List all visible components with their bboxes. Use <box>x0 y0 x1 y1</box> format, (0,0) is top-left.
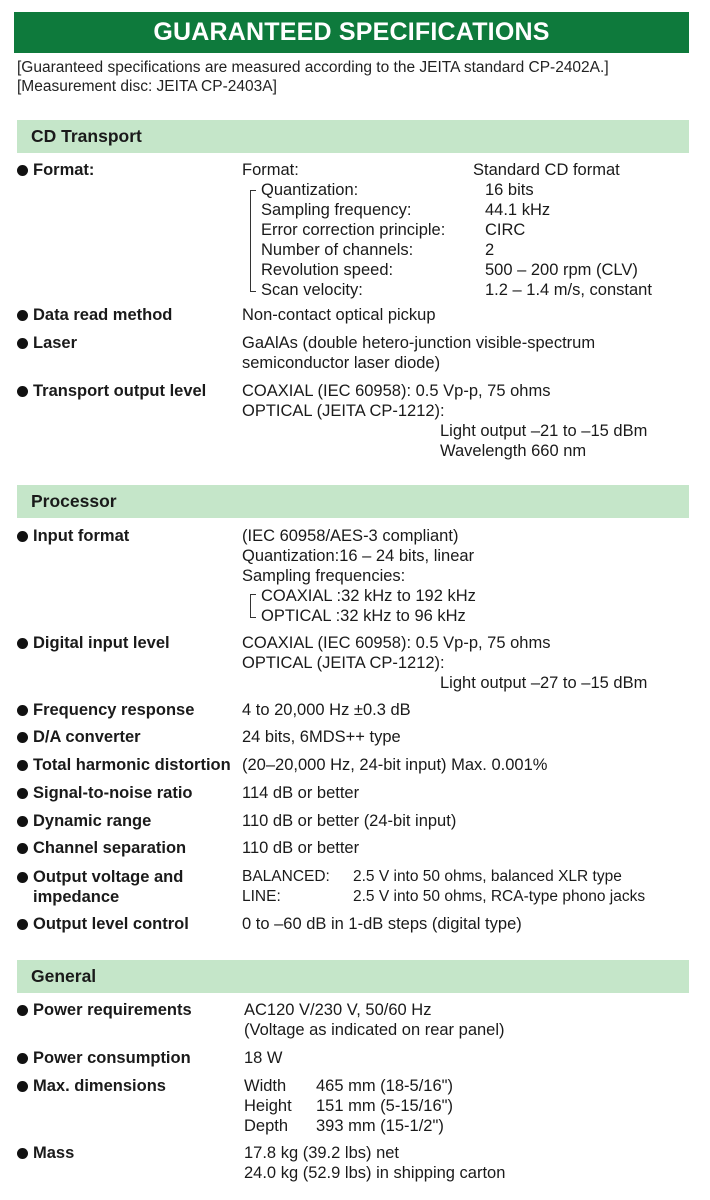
section-heading-cd-transport: CD Transport <box>17 120 689 153</box>
bullet-icon <box>17 386 28 397</box>
bullet-icon <box>17 310 28 321</box>
spec-row-power-requirements <box>17 1000 697 1042</box>
spec-value: 151 mm (5-15/16") <box>316 1097 453 1115</box>
spec-label: Mass <box>33 1144 75 1162</box>
spec-key: BALANCED: <box>242 868 330 885</box>
spec-key: Depth <box>244 1117 289 1135</box>
spec-value: 393 mm (15-1/2") <box>316 1117 444 1135</box>
spec-row-thd <box>17 755 697 777</box>
spec-row-transport-output <box>17 381 697 463</box>
bullet-icon <box>17 816 28 827</box>
spec-row-channel-separation <box>17 838 697 860</box>
spec-label: impedance <box>33 888 120 906</box>
spec-label: Max. dimensions <box>33 1077 166 1095</box>
spec-row-data-read <box>17 305 697 327</box>
spec-value: 0 to –60 dB in 1-dB steps (digital type) <box>242 915 522 933</box>
spec-key: Height <box>244 1097 292 1115</box>
spec-value: 4 to 20,000 Hz ±0.3 dB <box>242 701 411 719</box>
spec-label: Transport output level <box>33 382 207 400</box>
spec-row-dimensions <box>17 1076 697 1138</box>
bullet-icon <box>17 760 28 771</box>
spec-row-input-format <box>17 526 697 628</box>
spec-value: Light output –27 to –15 dBm <box>440 674 648 692</box>
spec-row-output-voltage <box>17 867 697 909</box>
bullet-icon <box>17 638 28 649</box>
spec-value: Standard CD format <box>473 161 620 179</box>
spec-row-digital-input-level <box>17 633 697 695</box>
spec-row-output-level-control <box>17 914 697 936</box>
spec-label: Output level control <box>33 915 189 933</box>
bullet-icon <box>17 338 28 349</box>
spec-label: Signal-to-noise ratio <box>33 784 193 802</box>
spec-value: (IEC 60958/AES-3 compliant) <box>242 527 459 545</box>
spec-label: Power requirements <box>33 1001 192 1019</box>
spec-value: 2.5 V into 50 ohms, balanced XLR type <box>353 868 622 885</box>
spec-key: Format: <box>242 161 299 179</box>
bullet-icon <box>17 843 28 854</box>
spec-row-mass <box>17 1143 697 1185</box>
bullet-icon <box>17 872 28 883</box>
spec-row-frequency-response <box>17 700 697 722</box>
spec-value: (20–20,000 Hz, 24-bit input) Max. 0.001% <box>242 756 548 774</box>
spec-value: 17.8 kg (39.2 lbs) net <box>244 1144 400 1162</box>
spec-value: COAXIAL (IEC 60958): 0.5 Vp-p, 75 ohms <box>242 382 551 400</box>
spec-value: 2 <box>485 241 495 259</box>
spec-value: 1.2 – 1.4 m/s, constant <box>485 281 652 299</box>
spec-key: Width <box>244 1077 287 1095</box>
spec-key: Number of channels: <box>261 241 414 259</box>
bracket-icon <box>250 594 256 618</box>
spec-label: Frequency response <box>33 701 195 719</box>
spec-row-format <box>17 160 697 300</box>
spec-value: 500 – 200 rpm (CLV) <box>485 261 638 279</box>
spec-key: LINE: <box>242 888 281 905</box>
page-title: GUARANTEED SPECIFICATIONS <box>14 12 689 53</box>
spec-label: Input format <box>33 527 130 545</box>
spec-value: 114 dB or better <box>242 784 360 802</box>
bullet-icon <box>17 1005 28 1016</box>
spec-label: Format: <box>33 161 95 179</box>
spec-value: GaAlAs (double hetero-junction visible-spectrum <box>242 334 596 352</box>
spec-value: Light output –21 to –15 dBm <box>440 422 648 440</box>
spec-value: OPTICAL :32 kHz to 96 kHz <box>261 607 466 625</box>
spec-label: Laser <box>33 334 78 352</box>
spec-key: Revolution speed: <box>261 261 394 279</box>
spec-value: 24.0 kg (52.9 lbs) in shipping carton <box>244 1164 506 1182</box>
spec-value: 110 dB or better (24-bit input) <box>242 812 457 830</box>
bracket-icon <box>250 190 256 292</box>
spec-value: Wavelength 660 nm <box>440 442 587 460</box>
section-heading-general: General <box>17 960 689 993</box>
spec-value: COAXIAL :32 kHz to 192 kHz <box>261 587 476 605</box>
spec-value: Non-contact optical pickup <box>242 306 436 324</box>
spec-value: 2.5 V into 50 ohms, RCA-type phono jacks <box>353 888 646 905</box>
spec-value: 16 bits <box>485 181 534 199</box>
bullet-icon <box>17 705 28 716</box>
spec-value: 24 bits, 6MDS++ type <box>242 728 401 746</box>
spec-value: semiconductor laser diode) <box>242 354 441 372</box>
spec-value: 18 W <box>244 1049 283 1067</box>
spec-key: Scan velocity: <box>261 281 363 299</box>
bullet-icon <box>17 788 28 799</box>
section-heading-processor: Processor <box>17 485 689 518</box>
intro-line: [Guaranteed specifications are measured according to the JEITA standard CP-2402A.] <box>17 59 609 76</box>
spec-label: Digital input level <box>33 634 170 652</box>
spec-value: 44.1 kHz <box>485 201 551 219</box>
spec-row-laser <box>17 333 697 375</box>
spec-value: Sampling frequencies: <box>242 567 406 585</box>
spec-value: (Voltage as indicated on rear panel) <box>244 1021 505 1039</box>
spec-row-power-consumption <box>17 1048 697 1070</box>
bullet-icon <box>17 1148 28 1159</box>
bullet-icon <box>17 919 28 930</box>
intro-line: [Measurement disc: JEITA CP-2403A] <box>17 78 277 95</box>
spec-key: Error correction principle: <box>261 221 446 239</box>
spec-key: Quantization: <box>261 181 359 199</box>
spec-value: OPTICAL (JEITA CP-1212): <box>242 402 445 420</box>
intro-notes <box>17 58 697 96</box>
spec-row-dynamic-range <box>17 811 697 833</box>
spec-label: Dynamic range <box>33 812 152 830</box>
spec-label: Power consumption <box>33 1049 191 1067</box>
spec-row-snr <box>17 783 697 805</box>
spec-value: Quantization:16 – 24 bits, linear <box>242 547 475 565</box>
spec-value: CIRC <box>485 221 526 239</box>
bullet-icon <box>17 165 28 176</box>
bullet-icon <box>17 1053 28 1064</box>
spec-row-da-converter <box>17 727 697 749</box>
spec-value: OPTICAL (JEITA CP-1212): <box>242 654 445 672</box>
spec-label: Output voltage and <box>33 868 184 886</box>
spec-value: 465 mm (18-5/16") <box>316 1077 453 1095</box>
spec-label: Total harmonic distortion <box>33 756 231 774</box>
spec-label: Data read method <box>33 306 173 324</box>
bullet-icon <box>17 531 28 542</box>
bullet-icon <box>17 1081 28 1092</box>
spec-key: Sampling frequency: <box>261 201 412 219</box>
spec-label: Channel separation <box>33 839 187 857</box>
spec-label: D/A converter <box>33 728 141 746</box>
spec-value: COAXIAL (IEC 60958): 0.5 Vp-p, 75 ohms <box>242 634 551 652</box>
spec-value: AC120 V/230 V, 50/60 Hz <box>244 1001 432 1019</box>
bullet-icon <box>17 732 28 743</box>
spec-value: 110 dB or better <box>242 839 360 857</box>
